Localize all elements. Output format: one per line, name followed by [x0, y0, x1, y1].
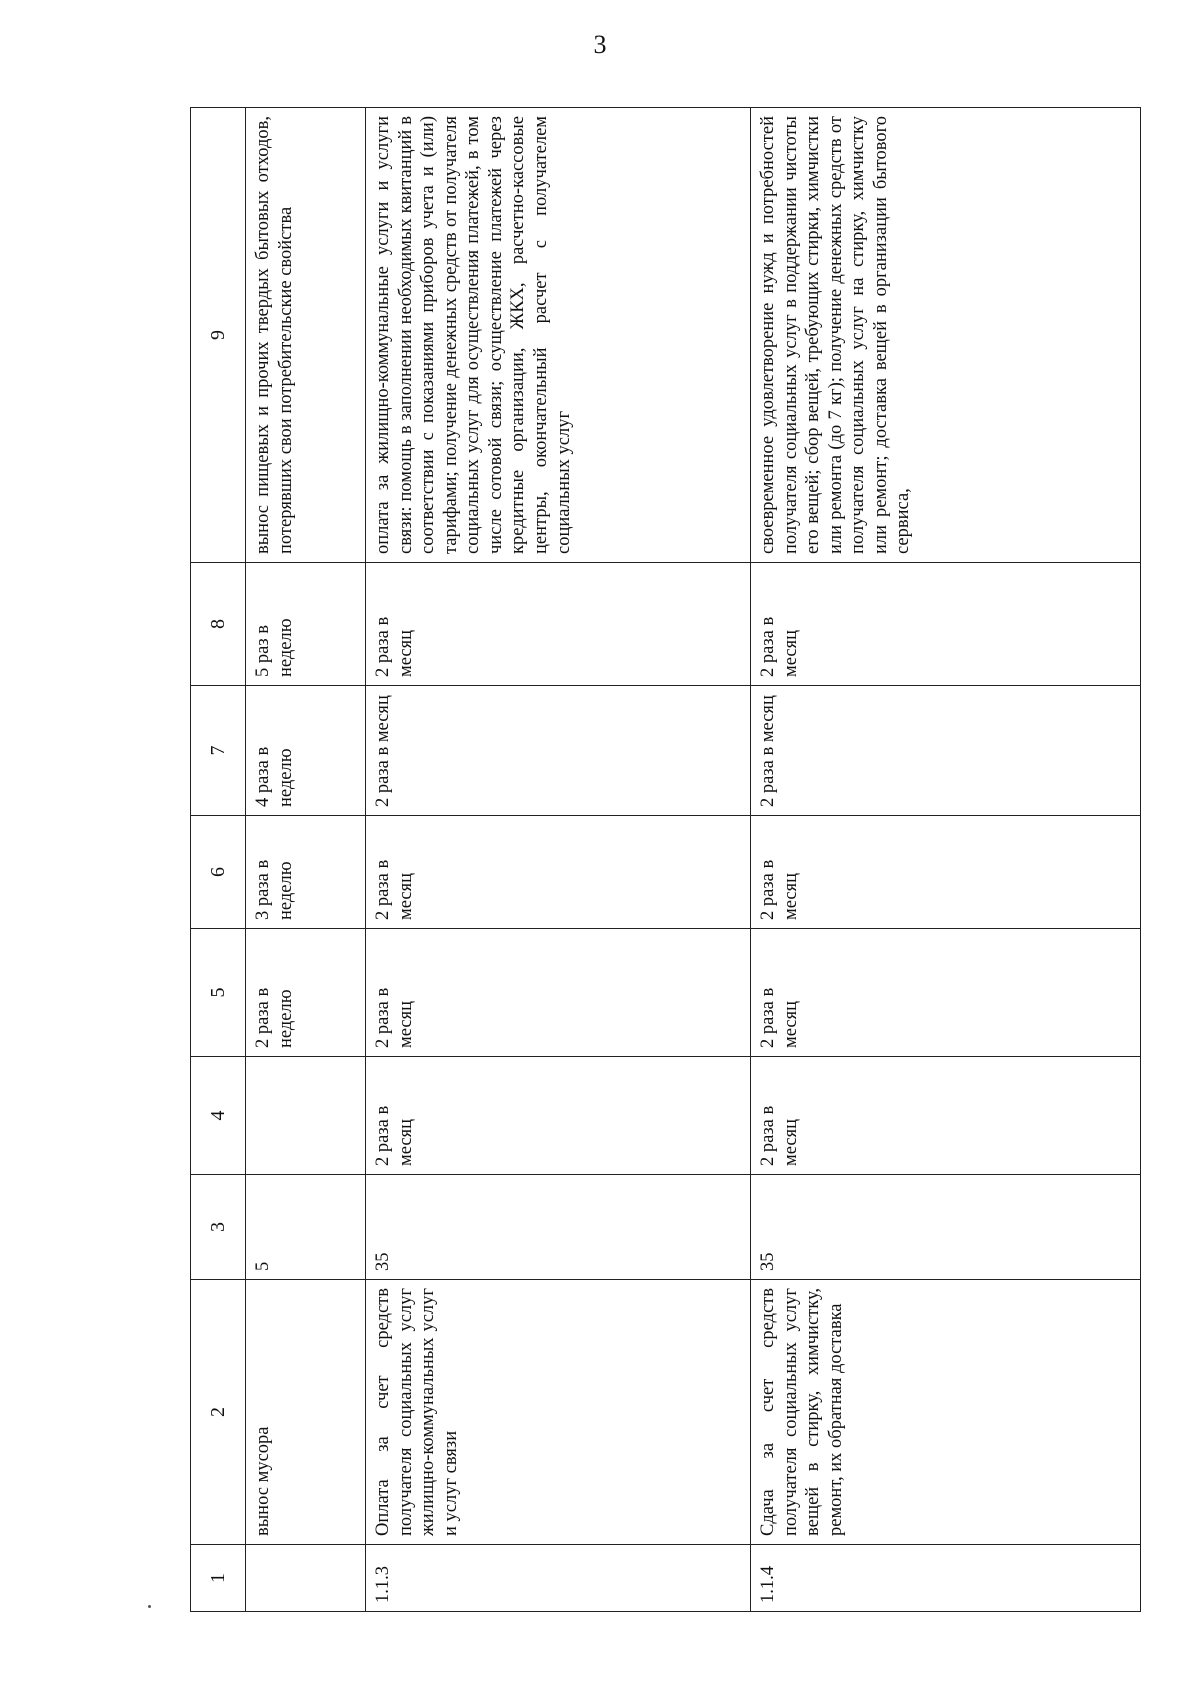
- cell-col-6: 2 раза в месяц: [751, 816, 1141, 929]
- service-description: вынос пищевых и прочих твердых бытовых отходов, потерявших свои потребительские свойства: [246, 108, 366, 563]
- service-description: своевременное удовлетворение нужд и потребностей получателя социальных услуг в поддержании чистоты его вещей; сбор вещей, требующих стирки, химчистки или ремонта (до 7 кг); получение денежных средств от получателя социальных услуг на стирку, химчистку или ремонт; доставка вещей в организации бытового сервиса,: [751, 108, 1141, 563]
- rotated-table-wrapper: [190, 108, 1140, 1612]
- cell-col-4: 2 раза в месяц: [751, 1057, 1141, 1175]
- cell-col-4: 2 раза в месяц: [366, 1057, 751, 1175]
- cell-col-8: 5 раз в неделю: [246, 563, 366, 686]
- services-table: [190, 107, 1141, 1612]
- row-number: 1.1.4: [751, 1545, 1141, 1612]
- cell-col-3: 35: [751, 1175, 1141, 1280]
- cell-col-6: 2 раза в месяц: [366, 816, 751, 929]
- service-name: Сдача за счет средств получателя социальных услуг вещей в стирку, химчистку, ремонт, их обратная доставка: [751, 1280, 1141, 1545]
- cell-col-5: 2 раза в месяц: [751, 929, 1141, 1057]
- header-col-5: 5: [191, 929, 246, 1057]
- cell-col-7: 2 раза в месяц: [366, 686, 751, 816]
- header-col-2: 2: [191, 1280, 246, 1545]
- cell-col-8: 2 раза в месяц: [751, 563, 1141, 686]
- service-name: вынос мусора: [246, 1280, 366, 1545]
- cell-col-5: 2 раза в неделю: [246, 929, 366, 1057]
- header-col-4: 4: [191, 1057, 246, 1175]
- cell-col-3: 5: [246, 1175, 366, 1280]
- scan-speck: [148, 1605, 151, 1608]
- service-name: Оплата за счет средств получателя социальных услуг жилищно-коммунальных услуг и услуг связи: [366, 1280, 751, 1545]
- page-number: 3: [593, 30, 607, 59]
- cell-col-3: 35: [366, 1175, 751, 1280]
- header-col-1: 1: [191, 1545, 246, 1612]
- cell-col-7: 2 раза в месяц: [751, 686, 1141, 816]
- header-col-6: 6: [191, 816, 246, 929]
- service-description: оплата за жилищно-коммунальные услуги и услуги связи: помощь в заполнении необходимых квитанций в соответствии с показаниями приборов учета и (или) тарифами; получение денежных средств от получателя социальных услуг для осуществления платежей, в том числе сотовой связи; осуществление платежей через кредитные организации, ЖКХ, расчетно-кассовые центры, окончательный расчет с получателем социальных услуг: [366, 108, 751, 563]
- table-row: [751, 108, 1141, 1612]
- row-number: 1.1.3: [366, 1545, 751, 1612]
- table-row: [366, 108, 751, 1612]
- cell-col-7: 4 раза в неделю: [246, 686, 366, 816]
- cell-col-4: [246, 1057, 366, 1175]
- cell-col-5: 2 раза в месяц: [366, 929, 751, 1057]
- header-row: [191, 108, 246, 1612]
- header-col-7: 7: [191, 686, 246, 816]
- header-col-3: 3: [191, 1175, 246, 1280]
- row-number: [246, 1545, 366, 1612]
- header-col-8: 8: [191, 563, 246, 686]
- header-col-9: 9: [191, 108, 246, 563]
- cell-col-6: 3 раза в неделю: [246, 816, 366, 929]
- table-row: [246, 108, 366, 1612]
- cell-col-8: 2 раза в месяц: [366, 563, 751, 686]
